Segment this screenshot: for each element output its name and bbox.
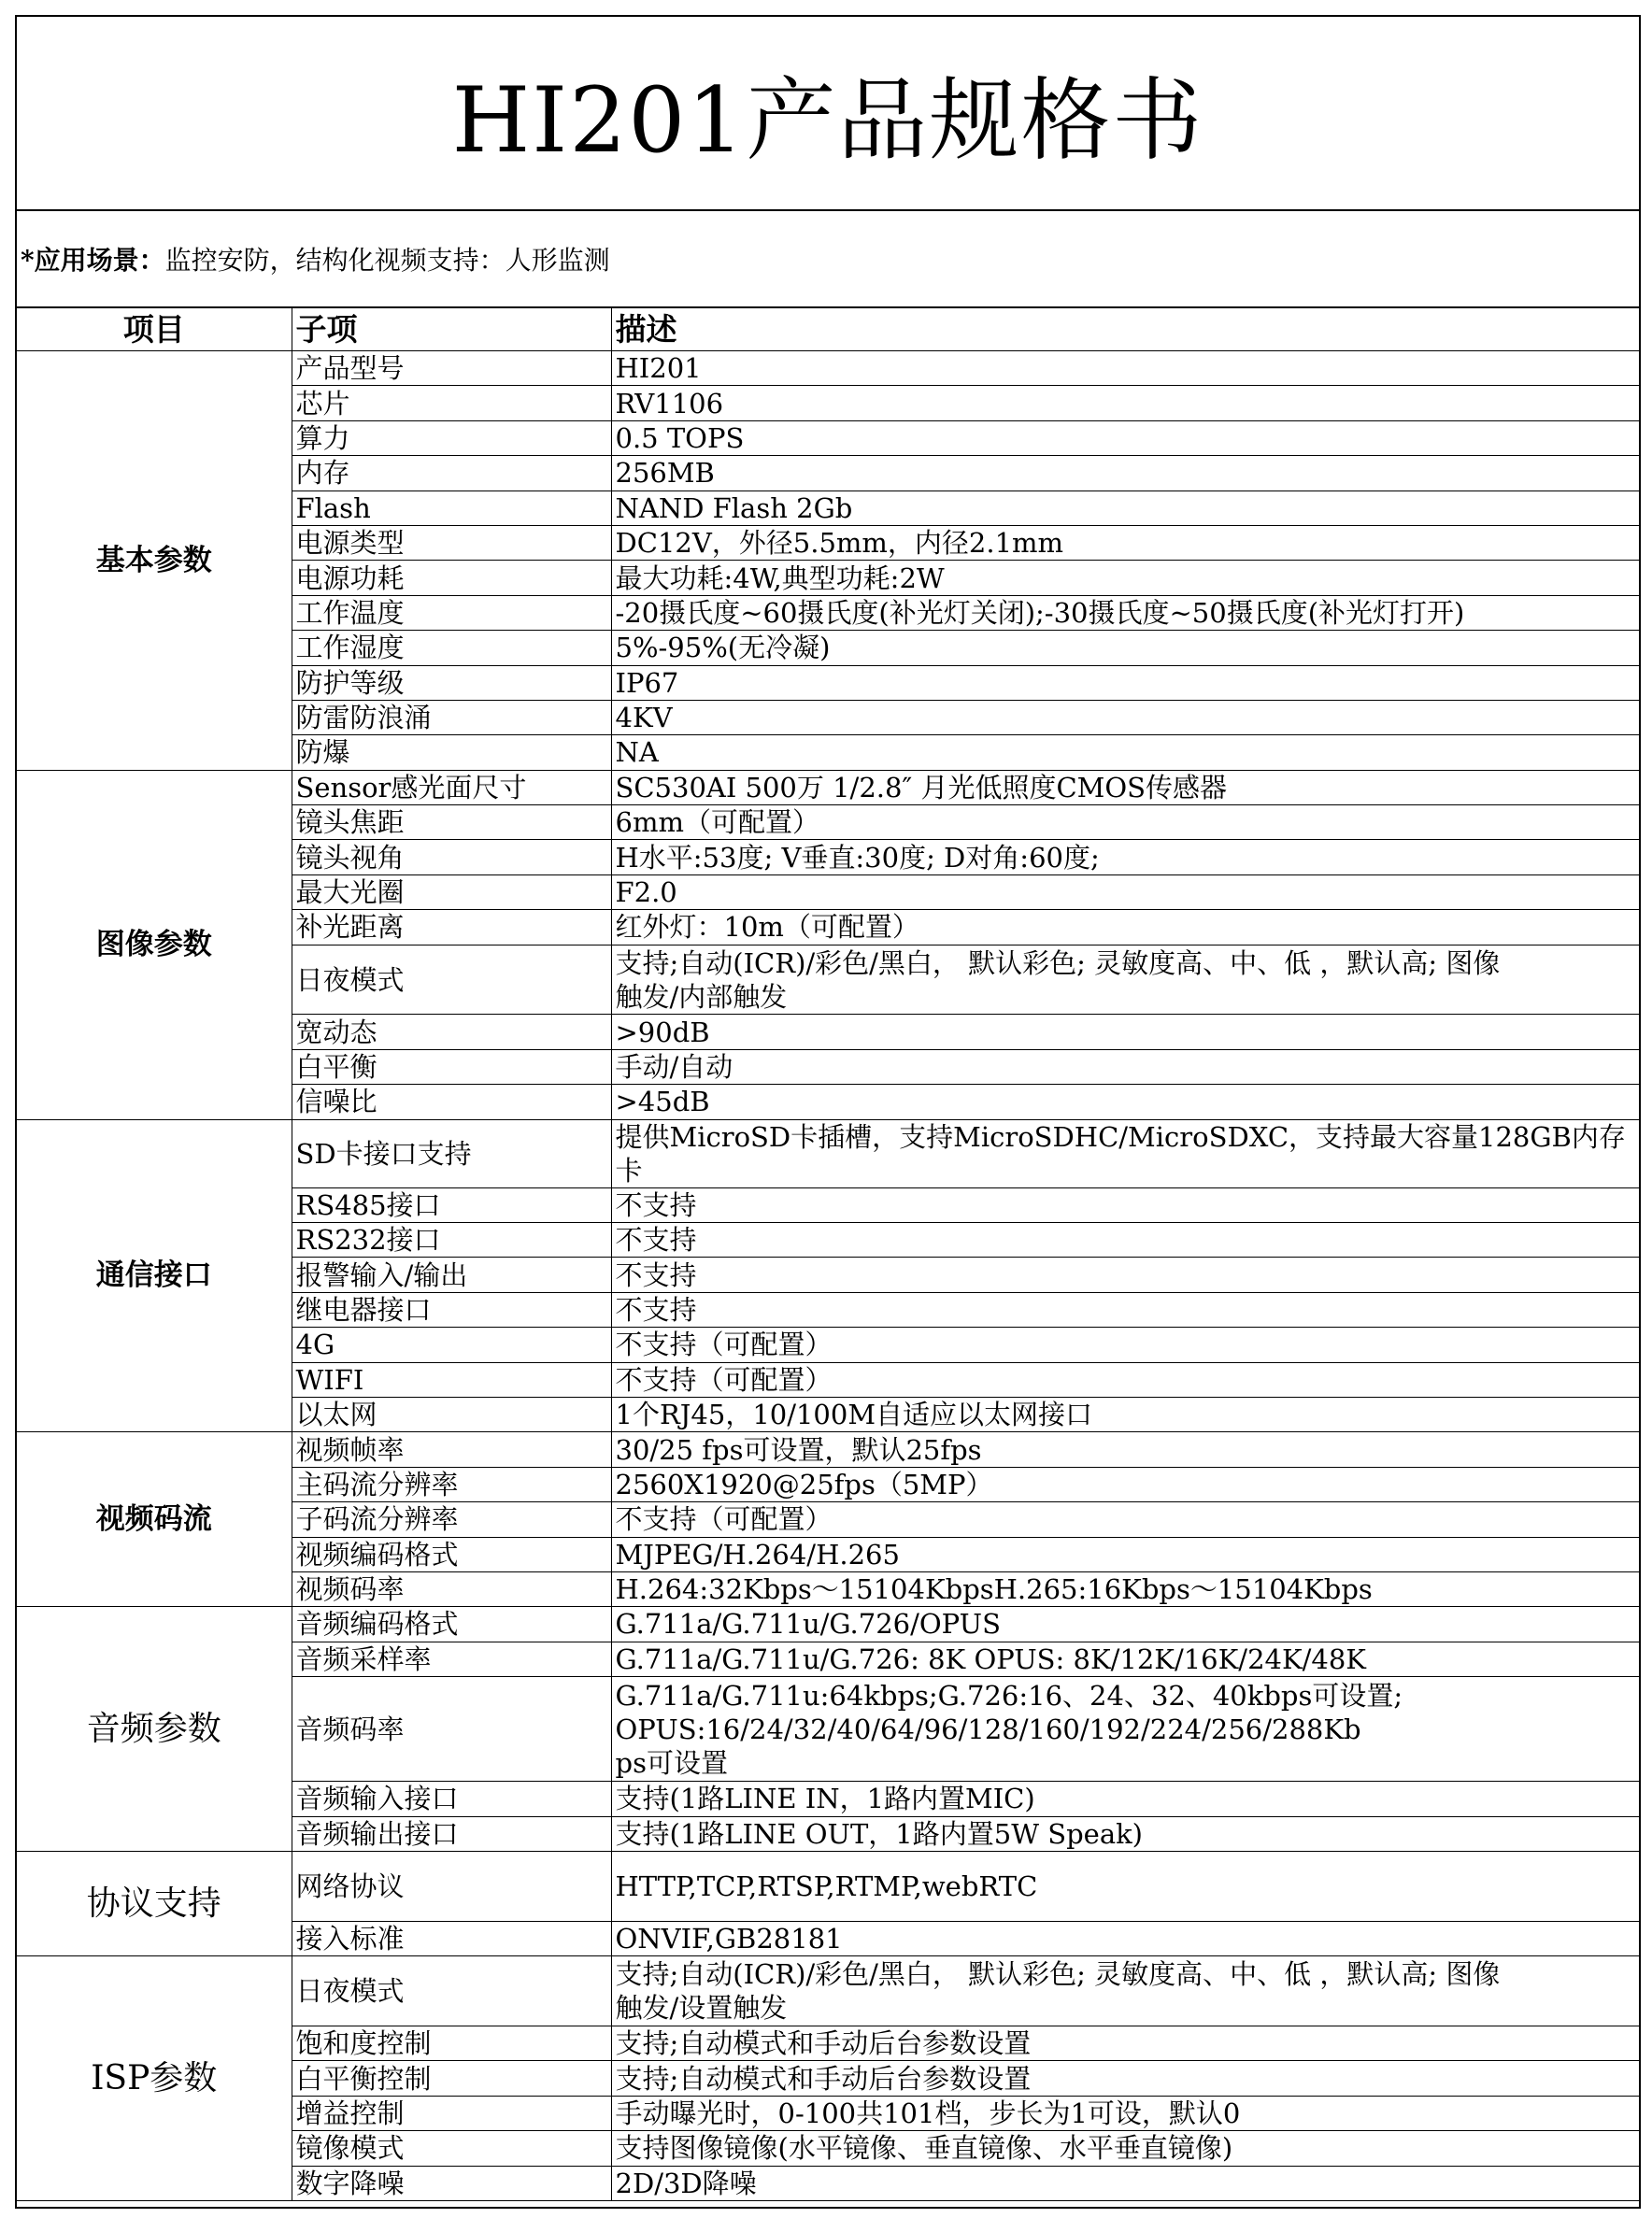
subitem-cell: 音频输出接口 xyxy=(292,1816,611,1851)
description-line: 不支持 xyxy=(615,1258,697,1291)
description-cell xyxy=(611,1432,1639,1467)
subitem-cell: 信噪比 xyxy=(292,1085,611,1119)
subitem-cell: SD卡接口支持 xyxy=(292,1119,611,1187)
description-cell xyxy=(611,386,1639,420)
subitem-cell: RS232接口 xyxy=(292,1223,611,1258)
description-line: 手动/自动 xyxy=(615,1051,733,1084)
group-name: ISP参数 xyxy=(17,1956,292,2201)
group-name: 基本参数 xyxy=(17,351,292,771)
description-line: 6mm（可配置） xyxy=(615,806,819,839)
description-cell xyxy=(611,945,1639,1015)
description-line: MJPEG/H.264/H.265 xyxy=(615,1538,900,1571)
subitem-cell: 白平衡 xyxy=(292,1049,611,1084)
description-cell xyxy=(611,561,1639,595)
subitem-cell: 宽动态 xyxy=(292,1015,611,1049)
description-line: SC530AI 500万 1/2.8″ 月光低照度CMOS传感器 xyxy=(615,771,1228,803)
description-line: 30/25 fps可设置，默认25fps xyxy=(615,1433,982,1466)
subitem-cell: 音频采样率 xyxy=(292,1642,611,1676)
spec-table xyxy=(17,308,1639,2201)
subitem-cell: 白平衡控制 xyxy=(292,2061,611,2096)
table-row xyxy=(17,1432,1639,1467)
spec-sheet xyxy=(15,15,1641,2209)
description-line: 0.5 TOPS xyxy=(615,421,745,454)
subitem-cell: 网络协议 xyxy=(292,1852,611,1922)
description-line: 5%-95%(无冷凝) xyxy=(615,632,831,664)
description-line: 触发/内部触发 xyxy=(615,980,788,1013)
description-line: H.264:32Kbps～15104KbpsH.265:16Kbps～15104Kbps xyxy=(615,1573,1373,1606)
description-cell xyxy=(611,1571,1639,1606)
subitem-cell: 继电器接口 xyxy=(292,1292,611,1327)
subitem-cell: 最大光圈 xyxy=(292,874,611,909)
subitem-cell: 饱和度控制 xyxy=(292,2026,611,2061)
table-row xyxy=(17,1607,1639,1642)
page-title: HI201产品规格书 xyxy=(451,67,1204,173)
description-cell xyxy=(611,1677,1639,1782)
description-cell xyxy=(611,910,1639,945)
subitem-cell: 音频码率 xyxy=(292,1677,611,1782)
header-item: 项目 xyxy=(17,308,292,351)
subitem-cell: 镜头焦距 xyxy=(292,805,611,840)
subitem-cell: 以太网 xyxy=(292,1397,611,1431)
description-line: G.711a/G.711u/G.726/OPUS xyxy=(615,1608,1001,1641)
subitem-cell: RS485接口 xyxy=(292,1187,611,1222)
subitem-cell: 音频编码格式 xyxy=(292,1607,611,1642)
subitem-cell: 视频帧率 xyxy=(292,1432,611,1467)
description-line: ONVIF,GB28181 xyxy=(615,1923,843,1955)
description-line: 支持;自动模式和手动后台参数设置 xyxy=(615,2062,1032,2095)
description-line: OPUS:16/24/32/40/64/96/128/160/192/224/256/288Kb xyxy=(615,1713,1361,1745)
group-name: 协议支持 xyxy=(17,1852,292,1956)
description-line: F2.0 xyxy=(615,876,677,909)
description-cell xyxy=(611,2096,1639,2130)
subitem-cell: Sensor感光面尺寸 xyxy=(292,770,611,804)
subitem-cell: 内存 xyxy=(292,456,611,491)
description-cell xyxy=(611,2026,1639,2061)
description-cell xyxy=(611,1258,1639,1292)
description-line: 提供MicroSD卡插槽，支持MicroSDHC/MicroSDXC，支持最大容量128GB内存卡 xyxy=(615,1120,1626,1187)
group-name: 通信接口 xyxy=(17,1119,292,1432)
description-line: 支持;自动(ICR)/彩色/黑白， 默认彩色; 灵敏度高、中、低 ，默认高; 图像 xyxy=(615,946,1501,979)
description-cell xyxy=(611,805,1639,840)
subitem-cell: 算力 xyxy=(292,420,611,455)
description-cell xyxy=(611,525,1639,560)
description-line: RV1106 xyxy=(615,387,724,419)
subitem-cell: 防雷防浪涌 xyxy=(292,700,611,734)
description-line: 支持(1路LINE OUT，1路内置5W Speak) xyxy=(615,1817,1143,1850)
description-cell xyxy=(611,2061,1639,2096)
description-line: 支持;自动(ICR)/彩色/黑白， 默认彩色; 灵敏度高、中、低 ，默认高; 图像 xyxy=(615,1958,1501,1991)
subitem-cell: 增益控制 xyxy=(292,2096,611,2130)
table-row xyxy=(17,351,1639,386)
description-line: NAND Flash 2Gb xyxy=(615,491,853,524)
description-cell xyxy=(611,840,1639,874)
table-row xyxy=(17,1119,1639,1187)
description-cell xyxy=(611,1292,1639,1327)
description-cell xyxy=(611,420,1639,455)
description-line: -20摄氏度~60摄氏度(补光灯关闭);-30摄氏度~50摄氏度(补光灯打开) xyxy=(615,596,1465,629)
description-cell xyxy=(611,1085,1639,1119)
description-line: 最大功耗:4W,典型功耗:2W xyxy=(615,562,945,594)
description-line: 不支持 xyxy=(615,1293,697,1326)
description-line: 红外灯：10m（可配置） xyxy=(615,911,919,944)
description-cell xyxy=(611,1642,1639,1676)
subitem-cell: 接入标准 xyxy=(292,1921,611,1955)
subitem-cell: Flash xyxy=(292,491,611,525)
header-subitem: 子项 xyxy=(292,308,611,351)
description-line: 支持;自动模式和手动后台参数设置 xyxy=(615,2027,1032,2060)
description-line: 不支持（可配置） xyxy=(615,1329,833,1361)
description-cell xyxy=(611,700,1639,734)
table-row xyxy=(17,1956,1639,2026)
subitem-cell: 镜像模式 xyxy=(292,2131,611,2166)
description-cell xyxy=(611,1467,1639,1501)
description-cell xyxy=(611,1049,1639,1084)
title-row xyxy=(17,17,1639,211)
group-name: 音频参数 xyxy=(17,1607,292,1852)
group-name: 视频码流 xyxy=(17,1432,292,1607)
description-cell xyxy=(611,2131,1639,2166)
description-cell xyxy=(611,1187,1639,1222)
subitem-cell: 报警输入/输出 xyxy=(292,1258,611,1292)
header-row xyxy=(17,308,1639,351)
application-scene-row xyxy=(17,211,1639,308)
table-row xyxy=(17,770,1639,804)
description-line: 触发/设置触发 xyxy=(615,1992,788,2025)
subitem-cell: WIFI xyxy=(292,1362,611,1397)
description-cell xyxy=(611,1015,1639,1049)
description-line: DC12V，外径5.5mm，内径2.1mm xyxy=(615,527,1064,560)
scene-text: 监控安防，结构化视频支持：人形监测 xyxy=(164,245,610,276)
subitem-cell: 日夜模式 xyxy=(292,1956,611,2026)
description-cell xyxy=(611,665,1639,700)
description-cell xyxy=(611,631,1639,665)
description-cell xyxy=(611,1607,1639,1642)
description-line: >90dB xyxy=(615,1016,710,1048)
subitem-cell: 产品型号 xyxy=(292,351,611,386)
description-cell xyxy=(611,1816,1639,1851)
description-cell xyxy=(611,1223,1639,1258)
description-cell xyxy=(611,456,1639,491)
description-line: 2D/3D降噪 xyxy=(615,2167,757,2199)
description-cell xyxy=(611,2166,1639,2200)
subitem-cell: 芯片 xyxy=(292,386,611,420)
description-line: 不支持（可配置） xyxy=(615,1363,833,1396)
description-cell xyxy=(611,770,1639,804)
description-line: G.711a/G.711u:64kbps;G.726:16、24、32、40kbps可设置; xyxy=(615,1679,1403,1712)
description-line: >45dB xyxy=(615,1086,710,1118)
description-cell xyxy=(611,1502,1639,1537)
group-name: 图像参数 xyxy=(17,770,292,1119)
subitem-cell: 视频编码格式 xyxy=(292,1537,611,1571)
subitem-cell: 数字降噪 xyxy=(292,2166,611,2200)
description-cell xyxy=(611,1362,1639,1397)
subitem-cell: 音频输入接口 xyxy=(292,1782,611,1816)
description-line: H水平:53度; V垂直:30度; D对角:60度; xyxy=(615,841,1100,874)
description-line: 4KV xyxy=(615,702,673,734)
subitem-cell: 防护等级 xyxy=(292,665,611,700)
description-cell xyxy=(611,1956,1639,2026)
description-cell xyxy=(611,491,1639,525)
description-cell xyxy=(611,1328,1639,1362)
description-cell xyxy=(611,1921,1639,1955)
subitem-cell: 视频码率 xyxy=(292,1571,611,1606)
description-line: HTTP,TCP,RTSP,RTMP,webRTC xyxy=(615,1870,1038,1902)
subitem-cell: 补光距离 xyxy=(292,910,611,945)
scene-label: *应用场景： xyxy=(21,245,165,276)
subitem-cell: 镜头视角 xyxy=(292,840,611,874)
description-line: 不支持（可配置） xyxy=(615,1503,833,1536)
description-line: 支持图像镜像(水平镜像、垂直镜像、水平垂直镜像) xyxy=(615,2132,1233,2165)
description-cell xyxy=(611,1397,1639,1431)
description-cell xyxy=(611,1782,1639,1816)
description-line: ps可设置 xyxy=(615,1746,728,1779)
description-cell xyxy=(611,595,1639,630)
subitem-cell: 子码流分辨率 xyxy=(292,1502,611,1537)
description-line: 256MB xyxy=(615,457,715,490)
description-line: 支持(1路LINE IN，1路内置MIC) xyxy=(615,1783,1035,1815)
description-line: G.711a/G.711u/G.726: 8K OPUS: 8K/12K/16K/24K/48K xyxy=(615,1642,1366,1675)
header-description: 描述 xyxy=(611,308,1639,351)
subitem-cell: 工作温度 xyxy=(292,595,611,630)
subitem-cell: 日夜模式 xyxy=(292,945,611,1015)
description-cell xyxy=(611,351,1639,386)
spec-body xyxy=(17,351,1639,2201)
description-line: 不支持 xyxy=(615,1224,697,1257)
subitem-cell: 4G xyxy=(292,1328,611,1362)
description-cell xyxy=(611,735,1639,770)
description-line: IP67 xyxy=(615,666,679,699)
description-cell xyxy=(611,1119,1639,1187)
description-cell xyxy=(611,874,1639,909)
description-line: 手动曝光时，0-100共101档，步长为1可设，默认0 xyxy=(615,2097,1241,2129)
description-cell xyxy=(611,1852,1639,1922)
subitem-cell: 工作湿度 xyxy=(292,631,611,665)
description-cell xyxy=(611,1537,1639,1571)
table-row xyxy=(17,1852,1639,1922)
description-line: NA xyxy=(615,736,659,769)
subitem-cell: 主码流分辨率 xyxy=(292,1467,611,1501)
subitem-cell: 防爆 xyxy=(292,735,611,770)
subitem-cell: 电源类型 xyxy=(292,525,611,560)
description-line: 2560X1920@25fps（5MP） xyxy=(615,1468,993,1500)
description-line: 不支持 xyxy=(615,1188,697,1221)
subitem-cell: 电源功耗 xyxy=(292,561,611,595)
description-line: HI201 xyxy=(615,352,702,385)
description-line: 1个RJ45，10/100M自适应以太网接口 xyxy=(615,1399,1093,1431)
